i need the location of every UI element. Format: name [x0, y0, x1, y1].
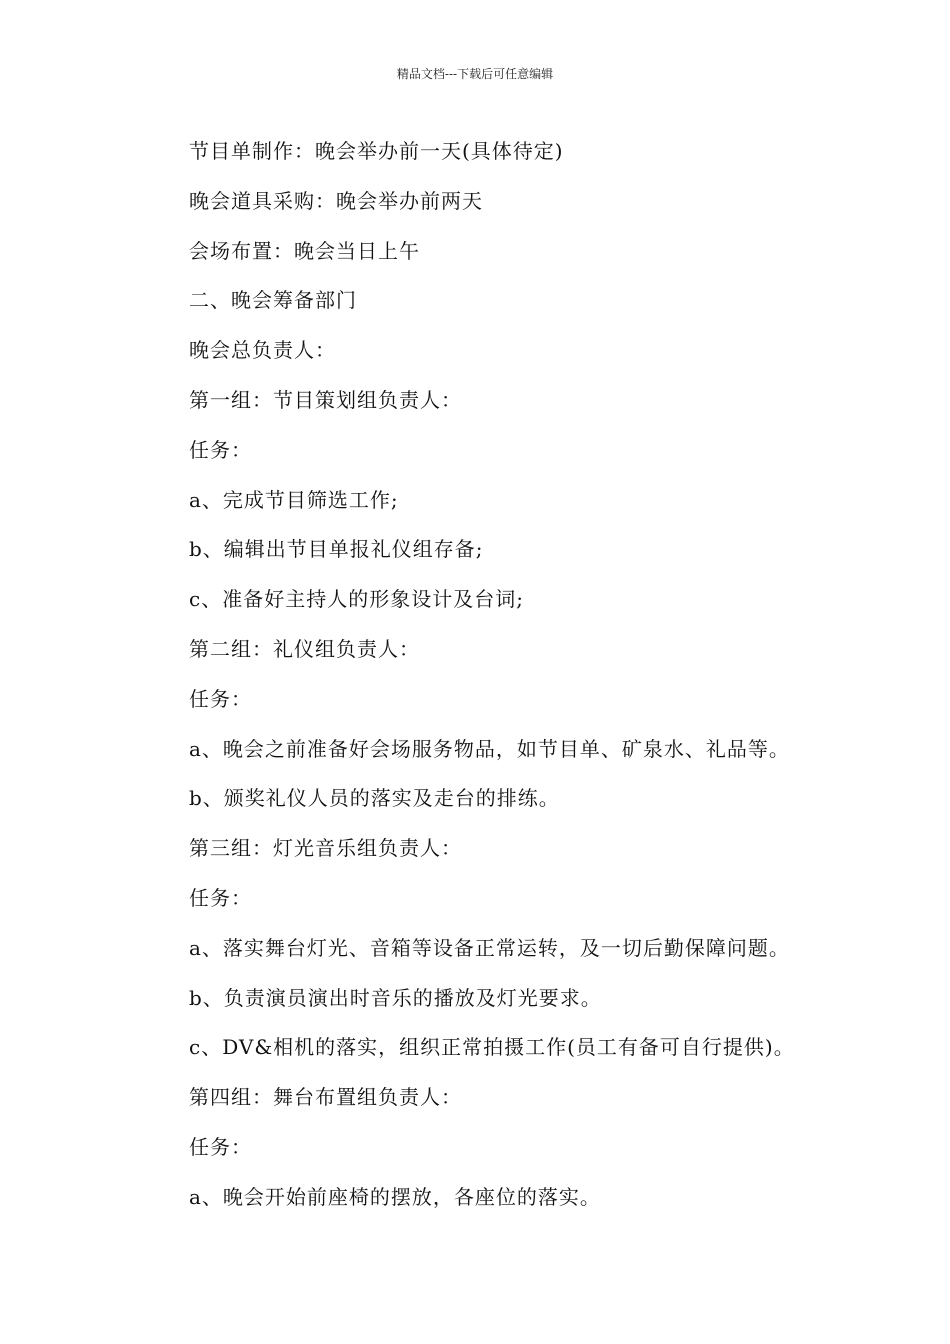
group-3-heading: 第三组：灯光音乐组负责人：	[189, 836, 462, 861]
group-1-heading: 第一组：节目策划组负责人：	[189, 387, 462, 412]
group-3-task-a: a、落实舞台灯光、音箱等设备正常运转，及一切后勤保障问题。	[189, 935, 790, 960]
group-2-task-b: b、颁奖礼仪人员的落实及走台的排练。	[189, 786, 560, 811]
group-2-heading: 第二组：礼仪组负责人：	[189, 636, 420, 661]
section-heading-departments: 二、晚会筹备部门	[189, 288, 357, 313]
group-1-tasks-label: 任务：	[189, 437, 252, 462]
schedule-line-venue-setup: 会场布置：晚会当日上午	[189, 238, 420, 263]
group-1-task-c: c、准备好主持人的形象设计及台词;	[189, 587, 524, 612]
group-2-tasks-label: 任务：	[189, 686, 252, 711]
group-3-tasks-label: 任务：	[189, 885, 252, 910]
group-4-tasks-label: 任务：	[189, 1134, 252, 1159]
group-1-task-b: b、编辑出节目单报礼仪组存备;	[189, 537, 484, 562]
group-4-task-a: a、晚会开始前座椅的摆放，各座位的落实。	[189, 1184, 601, 1209]
schedule-line-program-list: 节目单制作：晚会举办前一天(具体待定)	[189, 139, 564, 163]
general-manager-line: 晚会总负责人：	[189, 338, 336, 363]
group-3-task-b: b、负责演员演出时音乐的播放及灯光要求。	[189, 985, 602, 1010]
document-body	[189, 134, 889, 1230]
group-2-task-a: a、晚会之前准备好会场服务物品，如节目单、矿泉水、礼品等。	[189, 736, 790, 761]
group-4-heading: 第四组：舞台布置组负责人：	[189, 1085, 462, 1110]
page-header: 精品文档---下载后可任意编辑	[396, 67, 554, 81]
schedule-line-props-purchase: 晚会道具采购：晚会举办前两天	[189, 188, 483, 213]
group-3-task-c: c、DV&相机的落实，组织正常拍摄工作(员工有备可自行提供)。	[189, 1035, 795, 1060]
group-1-task-a: a、完成节目筛选工作;	[189, 487, 399, 512]
